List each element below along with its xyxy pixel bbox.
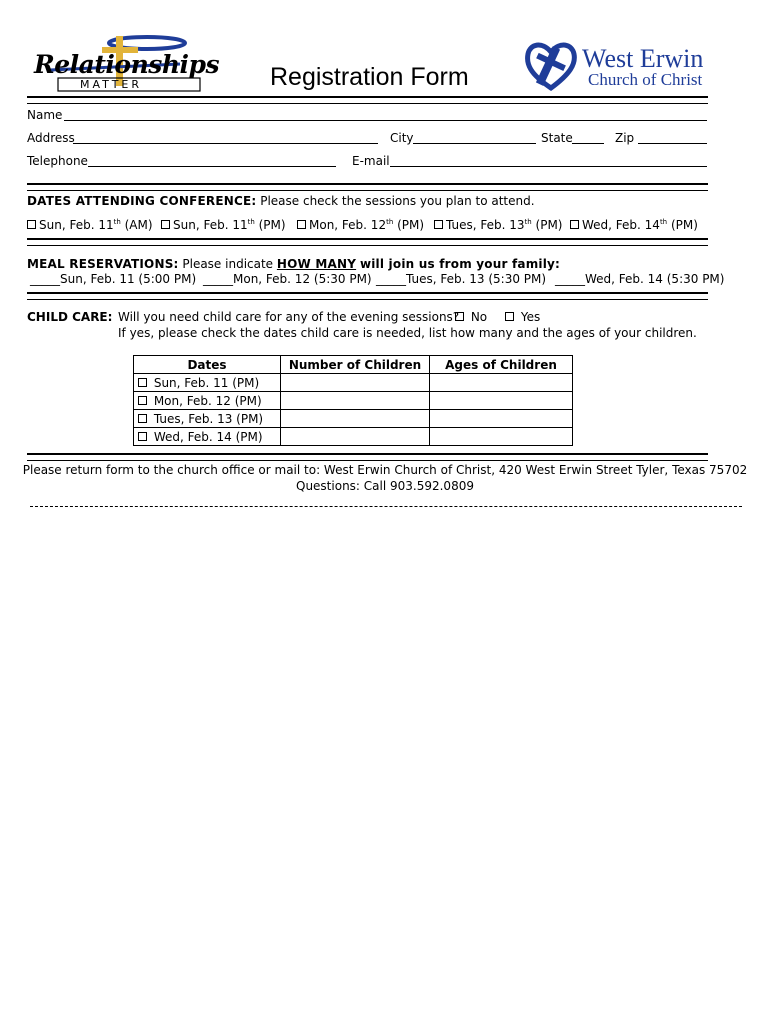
dates-instruction: Please check the sessions you plan to attend. [260, 194, 535, 208]
checkbox-icon[interactable] [161, 220, 170, 229]
dates-column-header: Dates [134, 356, 281, 374]
telephone-label: Telephone [27, 154, 88, 168]
contact-divider [27, 183, 708, 191]
header-divider [27, 96, 708, 104]
ages-column-header: Ages of Children [430, 356, 573, 374]
dates-section-heading-row [27, 194, 535, 208]
number-cell[interactable] [281, 392, 430, 410]
questions-contact: Questions: Call 903.592.0809 [296, 479, 474, 493]
session-option-mon-pm[interactable]: Mon, Feb. 12th (PM) [297, 218, 424, 232]
number-column-header: Number of Children [281, 356, 430, 374]
meal-instruction-post: will join us from your family: [359, 257, 561, 271]
logo-matter-text: MATTER [80, 78, 142, 91]
meal-option-tues[interactable]: _____Tues, Feb. 13 (5:30 PM) [376, 272, 547, 286]
zip-label: Zip [615, 131, 635, 145]
childcare-table [133, 355, 573, 446]
ages-cell[interactable] [430, 374, 573, 392]
telephone-field[interactable] [88, 166, 336, 167]
meal-option-mon[interactable]: _____Mon, Feb. 12 (5:30 PM) [203, 272, 372, 286]
checkbox-icon[interactable] [570, 220, 579, 229]
childcare-followup: If yes, please check the dates child care is needed, list how many and the ages of your children. [118, 326, 697, 340]
session-option-wed-pm[interactable]: Wed, Feb. 14th (PM) [570, 218, 698, 232]
meal-section-heading-row [27, 257, 560, 271]
zip-field[interactable] [638, 143, 707, 144]
checkbox-icon[interactable] [455, 312, 464, 321]
table-header-row [134, 356, 573, 374]
checkbox-icon[interactable] [505, 312, 514, 321]
meal-option-sun[interactable]: _____Sun, Feb. 11 (5:00 PM) [30, 272, 197, 286]
childcare-heading: CHILD CARE: [27, 310, 113, 324]
table-row: Sun, Feb. 11 (PM) [134, 374, 573, 392]
state-field[interactable] [572, 143, 604, 144]
logo-relationships-text: Relationships [34, 50, 220, 79]
return-instructions: Please return form to the church office or mail to: West Erwin Church of Christ, 420 West Erwin Street Tyler, Texas 75702 [22, 463, 748, 477]
west-erwin-logo [524, 38, 714, 93]
logo-church-text: Church of Christ [588, 70, 703, 89]
meal-instruction-emph: HOW MANY [276, 257, 357, 271]
checkbox-icon[interactable] [138, 378, 147, 387]
city-field[interactable] [413, 143, 536, 144]
email-label: E-mail [352, 154, 390, 168]
ages-cell[interactable] [430, 428, 573, 446]
email-field[interactable] [390, 166, 707, 167]
meal-heading: MEAL RESERVATIONS: [27, 257, 179, 271]
checkbox-icon[interactable] [138, 414, 147, 423]
number-cell[interactable] [281, 410, 430, 428]
meal-option-wed[interactable]: _____Wed, Feb. 14 (5:30 PM) [555, 272, 725, 286]
number-cell[interactable] [281, 428, 430, 446]
checkbox-icon[interactable] [434, 220, 443, 229]
meal-instruction-pre: Please indicate [182, 257, 274, 271]
heart-cross-icon [524, 38, 579, 93]
dates-heading: DATES ATTENDING CONFERENCE: [27, 194, 257, 208]
session-option-sun-am[interactable]: Sun, Feb. 11th (AM) [27, 218, 153, 232]
cut-line [30, 506, 742, 507]
city-label: City [390, 131, 414, 145]
dates-divider [27, 238, 708, 246]
checkbox-icon[interactable] [138, 432, 147, 441]
relationships-matter-logo [30, 34, 220, 94]
ages-cell[interactable] [430, 392, 573, 410]
name-label: Name [27, 108, 63, 122]
address-field[interactable] [73, 143, 378, 144]
childcare-no-option[interactable]: No [455, 310, 487, 324]
childcare-divider [27, 453, 708, 461]
table-row: Tues, Feb. 13 (PM) [134, 410, 573, 428]
state-label: State [541, 131, 573, 145]
ages-cell[interactable] [430, 410, 573, 428]
form-title: Registration Form [270, 63, 469, 91]
logo-west-erwin-text: West Erwin [582, 44, 704, 73]
address-label: Address [27, 131, 75, 145]
session-option-sun-pm[interactable]: Sun, Feb. 11th (PM) [161, 218, 286, 232]
checkbox-icon[interactable] [138, 396, 147, 405]
meal-divider [27, 292, 708, 300]
checkbox-icon[interactable] [27, 220, 36, 229]
name-field[interactable] [64, 120, 707, 121]
childcare-question: Will you need child care for any of the evening sessions? [118, 310, 460, 324]
table-row: Wed, Feb. 14 (PM) [134, 428, 573, 446]
table-row: Mon, Feb. 12 (PM) [134, 392, 573, 410]
childcare-yes-option[interactable]: Yes [505, 310, 540, 324]
checkbox-icon[interactable] [297, 220, 306, 229]
session-option-tues-pm[interactable]: Tues, Feb. 13th (PM) [434, 218, 563, 232]
number-cell[interactable] [281, 374, 430, 392]
